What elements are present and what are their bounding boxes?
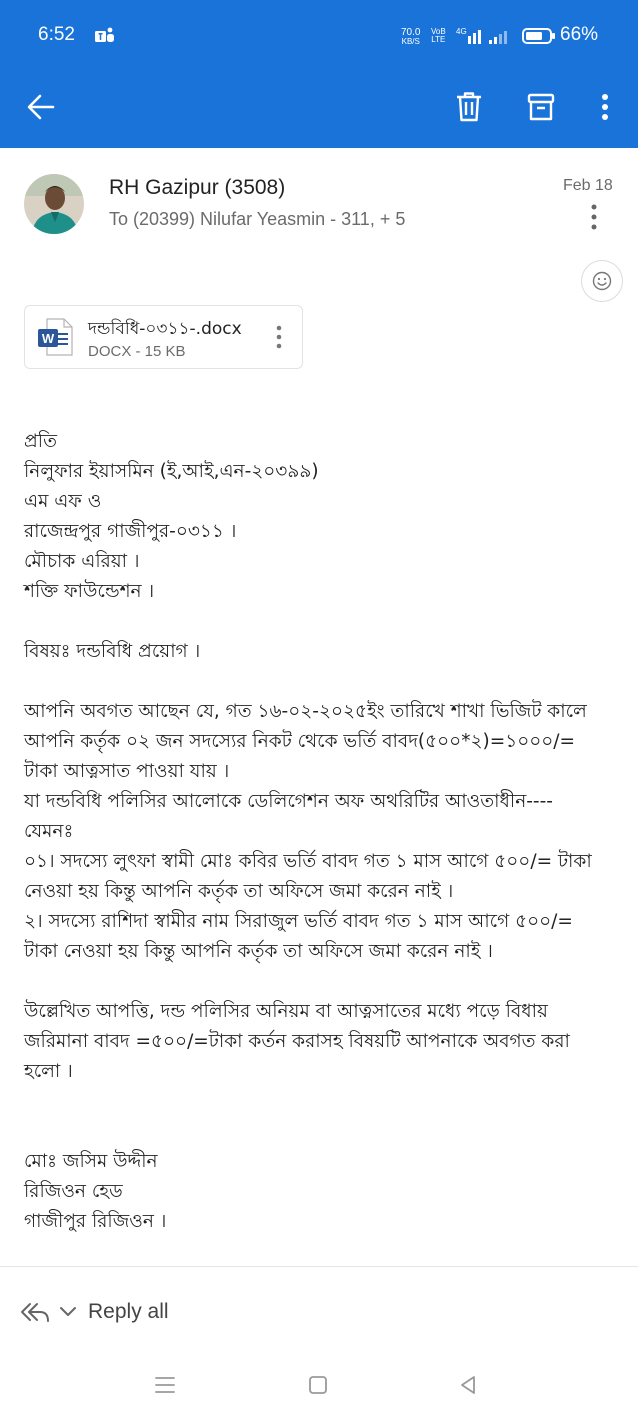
- net-speed: [401, 28, 420, 46]
- app-bar: [0, 0, 638, 148]
- recent-apps-button[interactable]: [150, 1372, 180, 1398]
- volte-top: VoB: [431, 27, 446, 36]
- reply-all-label: Reply all: [88, 1300, 169, 1323]
- spacer: [24, 967, 624, 997]
- spacer: [24, 1117, 624, 1147]
- teams-notification-icon: [95, 27, 115, 45]
- more-vert-icon: [601, 93, 609, 121]
- home-button[interactable]: [303, 1372, 333, 1398]
- sender-avatar[interactable]: [24, 174, 84, 234]
- word-letter: W: [41, 331, 55, 346]
- attachment-more-button[interactable]: [269, 322, 289, 352]
- back-button[interactable]: [18, 84, 64, 130]
- net-speed-value: 70.0: [401, 27, 421, 38]
- body-line: রাজেন্দ্রপুর গাজীপুর-০৩১১ ।: [24, 521, 237, 542]
- more-options-button[interactable]: [582, 84, 628, 130]
- delete-button[interactable]: [446, 84, 492, 130]
- reply-all-button[interactable]: [20, 1290, 169, 1334]
- battery-icon: [522, 27, 556, 45]
- recipients[interactable]: To (20399) Nilufar Yeasmin - 311, + 5: [109, 209, 406, 229]
- body-line: প্রতি: [24, 431, 57, 452]
- body-line: আপনি অবগত আছেন যে, গত ১৬-০২-২০২৫ইং তারিখে শাখা ভিজিট কালে: [24, 701, 587, 722]
- body-line: যেমনঃ: [24, 821, 74, 842]
- signature-line: গাজীপুর রিজিওন ।: [24, 1211, 167, 1232]
- message-more-button[interactable]: [582, 203, 606, 231]
- chevron-down-icon[interactable]: [58, 1305, 78, 1319]
- body-line: এম এফ ও: [24, 491, 102, 512]
- signal-icon: [456, 26, 516, 46]
- message-body: [24, 427, 624, 1237]
- attachment-card[interactable]: [24, 305, 303, 369]
- body-line: টাকা নেওয়া হয় কিন্তু আপনি কর্তৃক তা অফিসে জমা করেন নাই ।: [24, 941, 493, 962]
- word-doc-icon: [37, 318, 73, 356]
- signature-line: মোঃ জসিম উদ্দীন: [24, 1151, 158, 1172]
- body-line: নেওয়া হয় কিন্তু আপনি কর্তৃক তা অফিসে জমা করেন নাই ।: [24, 881, 454, 902]
- volte-bottom: LTE: [431, 35, 446, 44]
- body-line: যা দন্ডবিধি পলিসির আলোকে ডেলিগেশন অফ অথরিটির আওতাধীন----: [24, 791, 553, 812]
- more-vert-icon: [591, 204, 597, 230]
- body-line: নিলুফার ইয়াসমিন (ই,আই,এন-২০৩৯৯): [24, 461, 319, 482]
- avatar-photo: [24, 174, 84, 234]
- archive-button[interactable]: [518, 84, 564, 130]
- home-square-icon: [307, 1374, 329, 1396]
- archive-icon: [526, 92, 556, 122]
- emoji-icon: [592, 271, 612, 291]
- body-line: জরিমানা বাবদ =৫০০/=টাকা কর্তন করাসহ বিষয়টি আপনাকে অবগত করা: [24, 1031, 570, 1052]
- body-line: মৌচাক এরিয়া ।: [24, 551, 140, 572]
- body-subject: বিষয়ঃ দন্ডবিধি প্রয়োগ ।: [24, 641, 201, 662]
- battery-percent: 66%: [560, 24, 599, 45]
- body-line: উল্লেখিত আপত্তি, দন্ড পলিসির অনিয়ম বা আত্নসাতের মধ্যে পড়ে বিধায়: [24, 1001, 548, 1022]
- volte-indicator: [431, 28, 446, 44]
- body-line: ০১। সদস্যে লুৎফা স্বামী মোঃ কবির ভর্তি বাবদ গত ১ মাস আগে ৫০০/= টাকা: [24, 851, 592, 872]
- body-line: ২। সদস্যে রাশিদা স্বামীর নাম সিরাজুল ভর্তি বাবদ গত ১ মাস আগে ৫০০/=: [24, 911, 573, 932]
- back-arrow-icon: [26, 92, 56, 122]
- system-back-button[interactable]: [453, 1372, 483, 1398]
- body-line: শক্তি ফাউন্ডেশন ।: [24, 581, 155, 602]
- menu-icon: [154, 1375, 176, 1395]
- body-line: আপনি কর্তৃক ০২ জন সদস্যের নিকট থেকে ভর্তি বাবদ(৫০০*২)=১০০০/=: [24, 731, 576, 752]
- divider: [0, 1266, 638, 1267]
- sender-name: RH Gazipur (3508): [109, 176, 286, 199]
- message-date: Feb 18: [563, 177, 613, 194]
- reaction-button[interactable]: [581, 260, 623, 302]
- network-type: 4G: [456, 27, 467, 36]
- spacer: [24, 667, 624, 697]
- attachment-filename: দন্ডবিধি-০৩১১-.docx: [88, 319, 242, 339]
- signature-line: রিজিওন হেড: [24, 1181, 123, 1202]
- trash-icon: [454, 91, 484, 123]
- reply-all-icon: [20, 1301, 50, 1323]
- back-triangle-icon: [457, 1374, 479, 1396]
- status-time: 6:52: [38, 24, 75, 45]
- spacer: [24, 607, 624, 637]
- body-line: হলো ।: [24, 1061, 73, 1082]
- spacer: [24, 1087, 624, 1117]
- attachment-meta: DOCX - 15 KB: [88, 343, 186, 360]
- net-speed-unit: KB/S: [401, 37, 420, 46]
- more-vert-icon: [276, 325, 282, 349]
- body-line: টাকা আত্নসাত পাওয়া যায় ।: [24, 761, 230, 782]
